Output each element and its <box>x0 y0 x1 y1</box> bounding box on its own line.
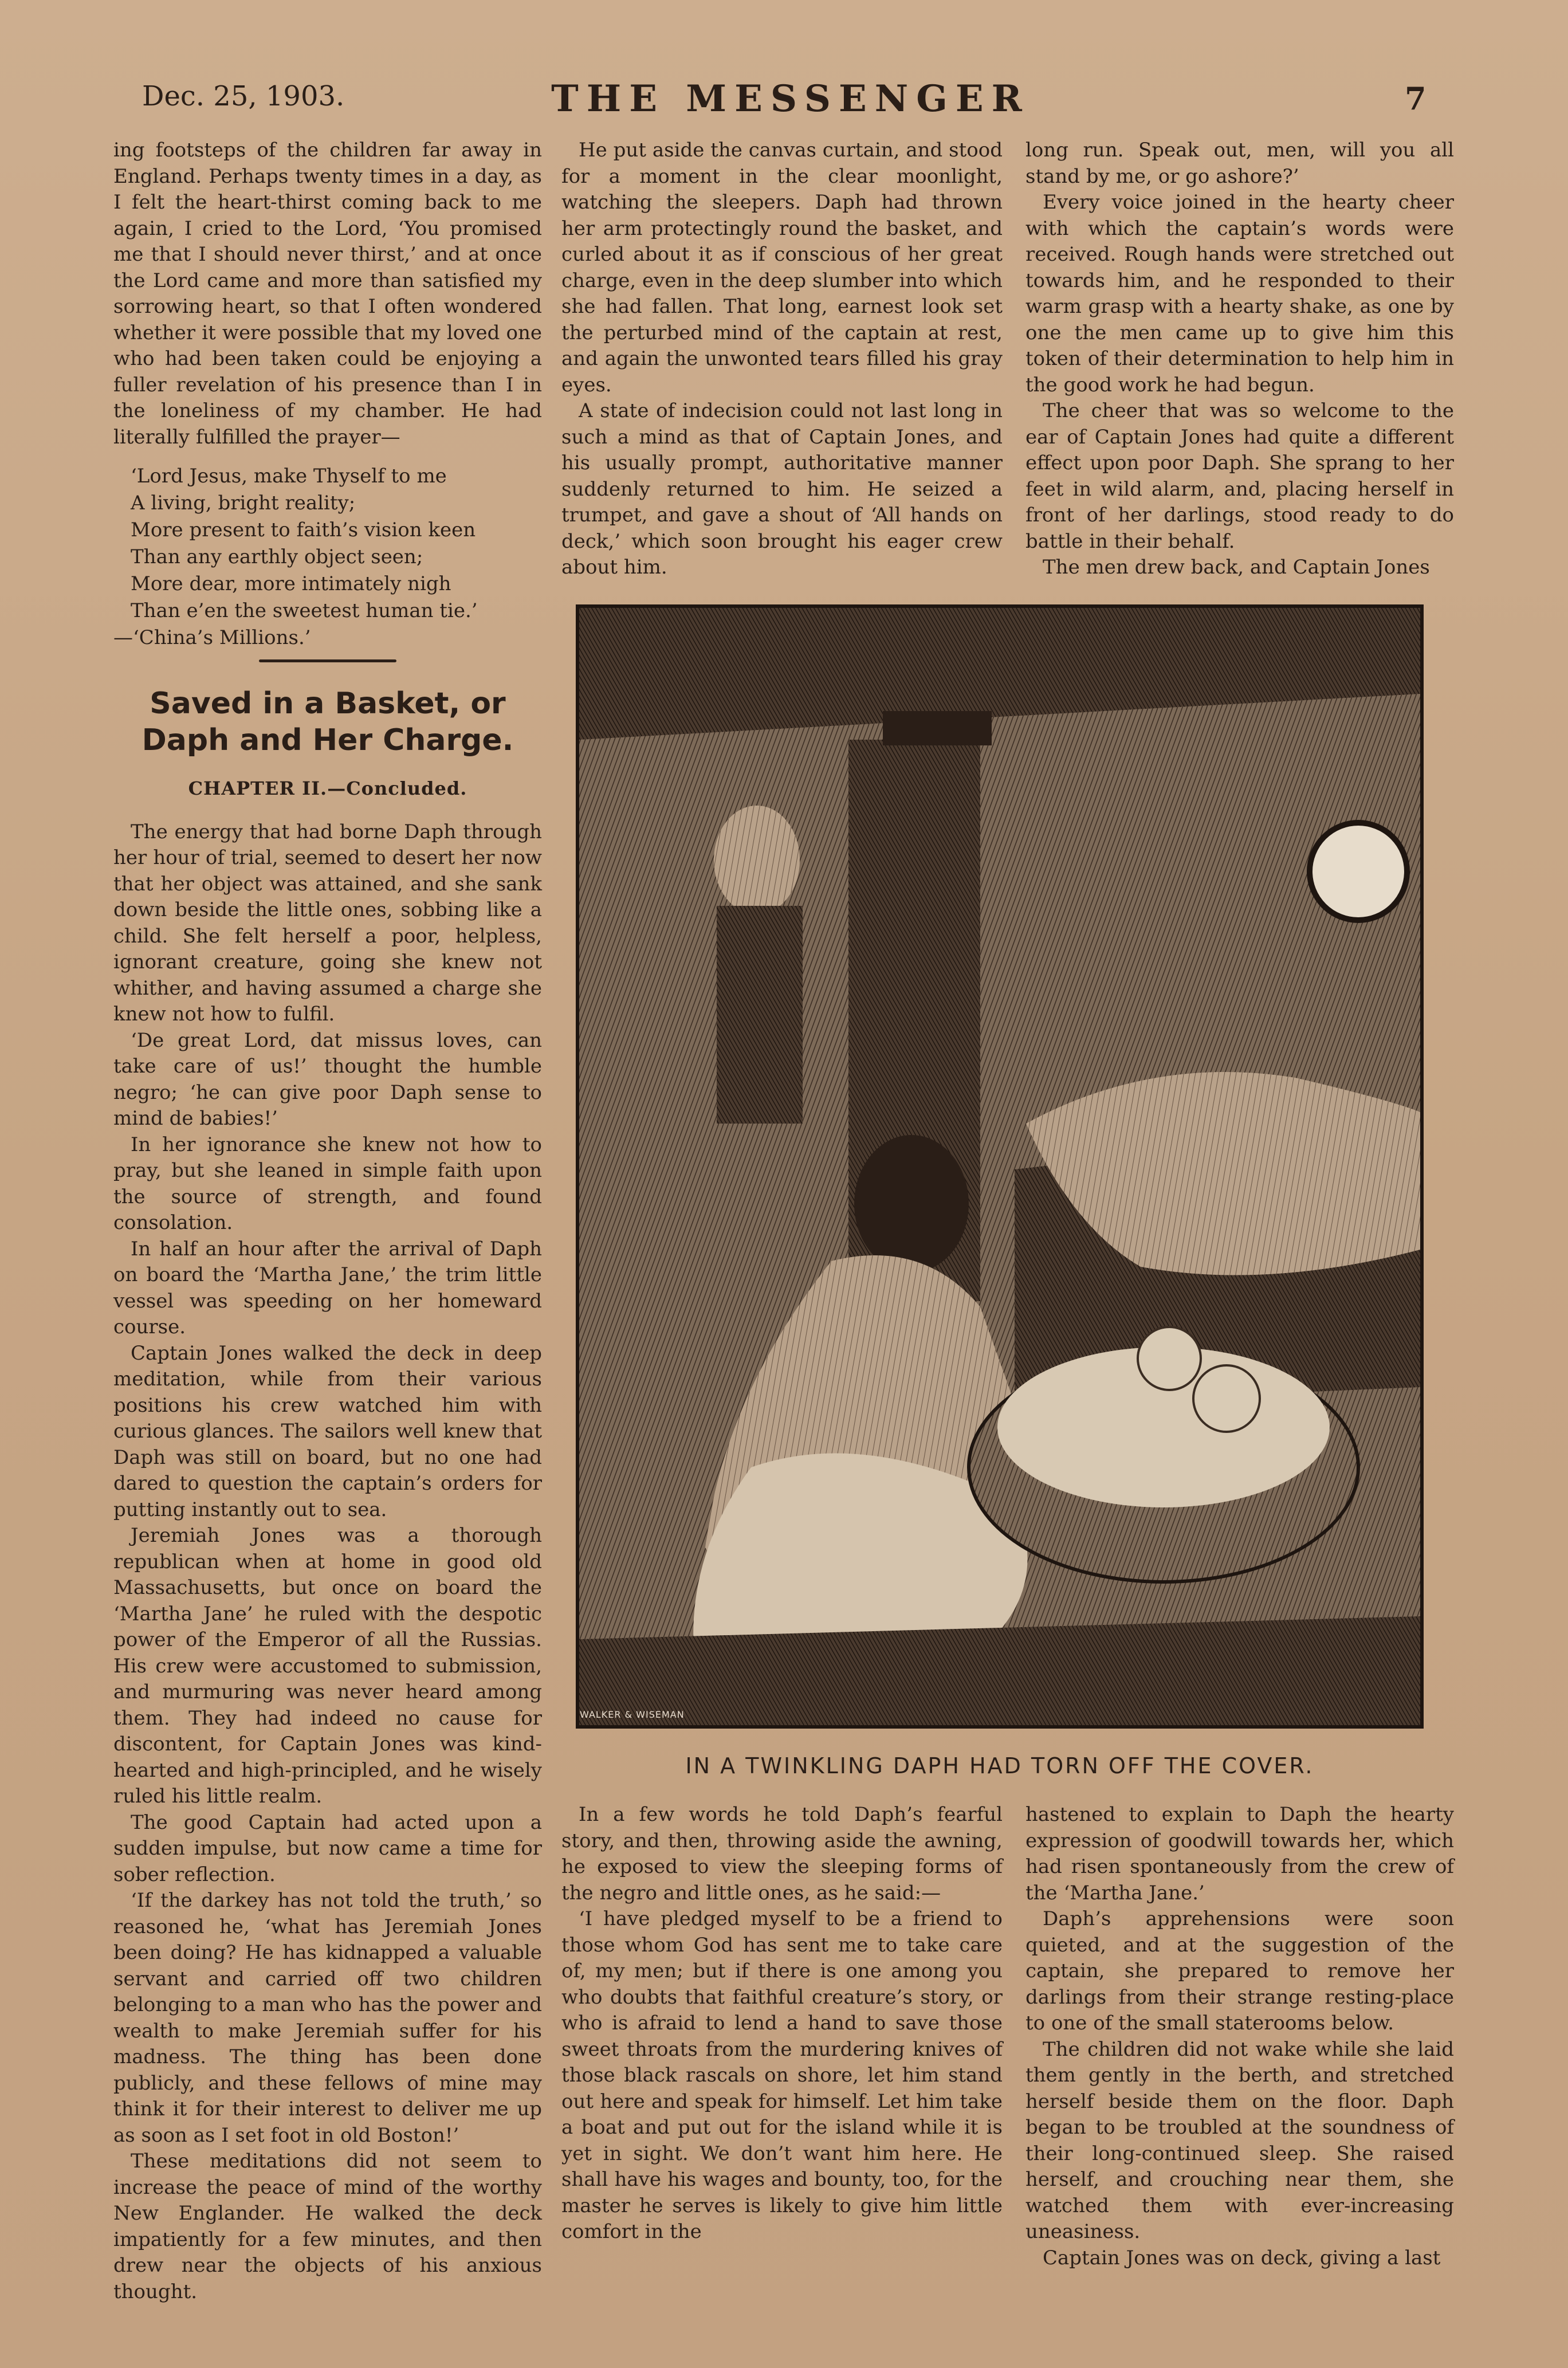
page-number: 7 <box>1405 80 1426 117</box>
artist-credit: WALKER & WISEMAN <box>580 1709 685 1720</box>
paragraph: In her ignorance she knew not how to pray, but she leaned in simple faith upon the source of strength, and found consolation. <box>113 1133 542 1234</box>
captain-figure <box>714 806 800 914</box>
paragraph: Captain Jones walked the deck in deep meditation, while from their various positions his crew watched him with curious glances. The sailors well knew that Daph was still on board, but no one had dared to question the captain’s orders for putting instantly out to sea. <box>113 1341 542 1521</box>
engraving-illustration <box>576 604 1424 1729</box>
paragraph: The energy that had borne Daph through her hour of trial, seemed to desert her now that her object was attained, and she sank down beside the little ones, sobbing like a child. She felt herself a poor, helpless, ignorant creature, going she knew not whither, and having assumed a charge she knew not how to fulfil. <box>113 820 542 1026</box>
poem-line: Than e’en the sweetest human tie.’ <box>131 599 478 622</box>
paragraph: long run. Speak out, men, will you all stand by me, or go ashore?’ <box>1025 139 1454 188</box>
paragraph: These meditations did not seem to increase the peace of mind of the worthy New Englander. He walked the deck impatiently for a few minutes, and then drew near the objects of his anxious thought. <box>113 2150 542 2303</box>
poem-line: Than any earthly object seen; <box>131 545 423 568</box>
column-middle-top <box>561 138 1003 581</box>
poem-source: —‘China’s Millions.’ <box>113 626 311 649</box>
paragraph: In half an hour after the arrival of Daph on board the ‘Martha Jane,’ the trim little vessel was speeding on her homeward course. <box>113 1237 542 1338</box>
paragraph: Jeremiah Jones was a thorough republican when at home in good old Massachusetts, but once on board the ‘Martha Jane’ he ruled with the despotic power of the Emperor of all the Russias. His crew were accustomed to submission, and murmuring was never heard among them. They had indeed no cause for discontent, for Captain Jones was kind-hearted and high-principled, and he wisely ruled his little realm. <box>113 1524 542 1808</box>
poem <box>113 463 542 651</box>
paragraph: The good Captain had acted upon a sudden impulse, but now came a time for sober reflection. <box>113 1811 542 1886</box>
poem-line: A living, bright reality; <box>131 492 356 515</box>
paragraph: ‘I have pledged myself to be a friend to those whom God has sent me to take care of, my men; but if there is one among you who doubts that faithful creature’s story, or who is afraid to lend a hand to save those sweet throats from the murdering knives of those black rascals on shore, let him stand out here and speak for himself. Let him take a boat and put out for the island while it is yet in sight. We don’t want him here. He shall have his wages and bounty, too, for the master he serves is likely to give him little comfort in the <box>561 1907 1003 2243</box>
poem-line: ‘Lord Jesus, make Thyself to me <box>131 465 447 488</box>
section-divider <box>259 659 396 662</box>
paragraph: Daph’s apprehensions were soon quieted, and at the suggestion of the captain, she prepared to remove her darlings from their strange resting-place to one of the small staterooms below. <box>1025 1907 1454 2035</box>
column-left <box>113 138 542 2305</box>
poem-line: More dear, more intimately nigh <box>131 572 451 595</box>
paragraph: In a few words he told Daph’s fearful story, and then, throwing aside the awning, he exposed to view the sleeping forms of the negro and little ones, as he said:— <box>561 1803 1003 1904</box>
chapter-heading: CHAPTER II.—Concluded. <box>188 777 467 799</box>
story-title: Saved in a Basket, or Daph and Her Charge. <box>142 686 514 757</box>
paragraph: ‘If the darkey has not told the truth,’ so reasoned he, ‘what has Jeremiah Jones been doing? He has kidnapped a valuable servant and carried off two children belonging to a man who has the power and wealth to make Jeremiah suffer for his madness. The thing has been done publicly, and these fellows of mine may think it for their interest to deliver me up as soon as I set foot in old Boston!’ <box>113 1889 542 2147</box>
paragraph: The cheer that was so welcome to the ear of Captain Jones had quite a different effect upon poor Daph. She sprang to her feet in wild alarm, and, placing herself in front of her darlings, stood ready to do battle in their behalf. <box>1025 399 1454 553</box>
paragraph: Captain Jones was on deck, giving a last <box>1043 2246 1441 2269</box>
child-figure <box>1138 1327 1201 1390</box>
column-right-top <box>1025 138 1454 581</box>
paragraph: The men drew back, and Captain Jones <box>1043 556 1430 579</box>
paragraph: hastened to explain to Daph the hearty expression of goodwill towards her, which had risen spontaneously from the crew of the ‘Martha Jane.’ <box>1025 1803 1454 1904</box>
column-middle-bottom <box>561 1802 1003 2245</box>
illustration-caption: IN A TWINKLING DAPH HAD TORN OFF THE COVER. <box>685 1753 1314 1778</box>
daph-figure <box>854 1135 969 1273</box>
masthead-title: THE MESSENGER <box>551 77 1030 120</box>
paragraph: A state of indecision could not last long in such a mind as that of Captain Jones, and his usually prompt, authoritative manner suddenly returned to him. He seized a trumpet, and gave a shout of ‘All hands on deck,’ which soon brought his eager crew about him. <box>561 399 1003 579</box>
issue-date: Dec. 25, 1903. <box>142 80 345 112</box>
porthole <box>1310 823 1407 920</box>
poem-line: More present to faith’s vision keen <box>131 519 476 541</box>
child-figure <box>1193 1365 1260 1432</box>
paragraph: The children did not wake while she laid them gently in the berth, and stretched herself beside them on the floor. Daph began to be troubled at the soundness of their long-continued sleep. She raised herself, and crouching near them, she watched them with ever-increasing uneasiness. <box>1025 2037 1454 2243</box>
column-right-bottom <box>1025 1802 1454 2271</box>
cabin-scene-engraving <box>579 608 1420 1725</box>
paragraph: ‘De great Lord, dat missus loves, can take care of us!’ thought the humble negro; ‘he can give poor Daph sense to mind de babies!’ <box>113 1028 542 1130</box>
paragraph: He put aside the canvas curtain, and stood for a moment in the clear moonlight, watching the sleepers. Daph had thrown her arm protectingly round the basket, and curled about it as if conscious of her great charge, even in the deep slumber into which she had fallen. That long, earnest look set the perturbed mind of the captain at rest, and again the unwonted tears filled his gray eyes. <box>561 139 1003 396</box>
paragraph: ing footsteps of the children far away in England. Perhaps twenty times in a day, as I felt the heart-thirst coming back to me again, I cried to the Lord, ‘You promised me that I should never thirst,’ and at once the Lord came and more than satisfied my sorrowing heart, so that I often wondered whether it were possible that my loved one who had been taken could be enjoying a fuller revelation of his presence than I in the loneliness of my chamber. He had literally fulfilled the prayer— <box>113 139 542 449</box>
paragraph: Every voice joined in the hearty cheer with which the captain’s words were received. Rough hands were stretched out towards him, and he responded to their warm grasp with a hearty shake, as one by one the men came up to give him this token of their determination to help him in the good work he had begun. <box>1025 191 1454 396</box>
